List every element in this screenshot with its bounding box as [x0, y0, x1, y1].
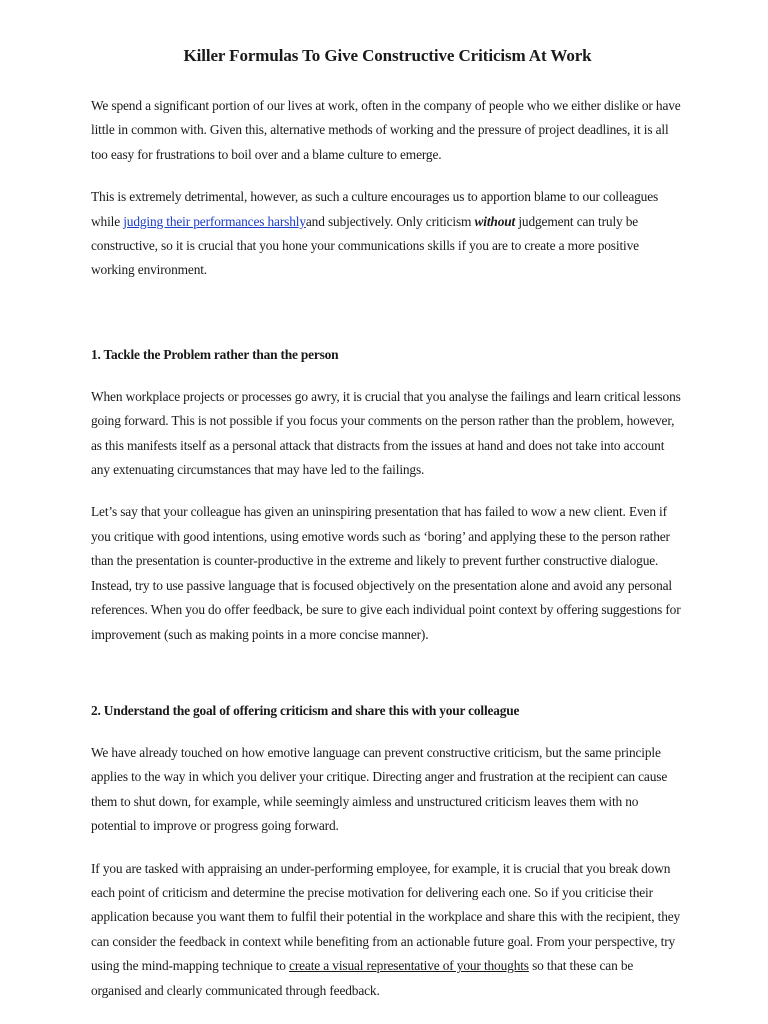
section-1-paragraph-2: Let’s say that your colleague has given an uninspiring presentation that has failed to wow a new client. Even if you critique with good intentions, using emotive words such as ‘boring’ and applying these to the person rather than the presentation is counter-productive in the extreme and likely to prevent further constructive dialogue. Instead, try to use passive language that is focused objectively on the presentation alone and avoid any personal references. When you do offer feedback, be sure to give each individual point context by offering suggestions for improvement (such as making points in a more concise manner).: [91, 504, 681, 642]
visual-representative-link[interactable]: create a visual representative of your thoughts: [289, 958, 529, 974]
intro-p2-text-after: and subjectively. Only criticism: [305, 213, 475, 229]
judging-performances-link[interactable]: judging their performances harshly: [123, 213, 306, 229]
section-1-paragraph-1: When workplace projects or processes go awry, it is crucial that you analyse the failings and learn critical lessons going forward. This is not possible if you focus your comments on the person rather than the problem, however, as this manifests itself as a personal attack that distracts from the issues at hand and does not take into account any extenuating circumstances that may have led to the failings.: [91, 388, 681, 478]
intro-p2-text-end: judgement can truly be constructive, so it is crucial that you hone your communications skills if you are to create a more positive working environment.: [91, 213, 639, 278]
intro-p2-text-before: This is extremely detrimental, however, as such a culture encourages us to apportion blame to our colleagues while: [91, 189, 659, 229]
document-title: Killer Formulas To Give Constructive Criticism At Work: [183, 46, 592, 65]
section-1-heading: 1. Tackle the Problem rather than the person: [91, 346, 339, 362]
spacer: [91, 665, 684, 699]
spacer: [91, 301, 684, 343]
intro-paragraph-1: We spend a significant portion of our lives at work, often in the company of people who we either dislike or have little in common with. Given this, alternative methods of working and the pressure of project deadlines, it is all too easy for frustrations to boil over and a blame culture to emerge.: [91, 98, 681, 162]
section-2-heading: 2. Understand the goal of offering criticism and share this with your colleague: [91, 702, 520, 718]
section-2-p2-text-after: so that these can be organised and clearly communicated through feedback.: [91, 958, 634, 998]
without-emphasis: without: [474, 213, 516, 229]
section-2-paragraph-1: We have already touched on how emotive language can prevent constructive criticism, but the same principle applies to the way in which you deliver your critique. Directing anger and frustration at the recipient can cause them to shut down, for example, while seemingly aimless and unstructured criticism leaves them with no potential to improve or progress going forward.: [91, 744, 668, 834]
section-2-p2-text-before: If you are tasked with appraising an under-performing employee, for example, it is crucial that you break down each point of criticism and determine the precise motivation for delivering each one. So if you criticise their application because you want them to fulfil their potential in the workplace and share this with the recipient, they can consider the feedback in context while benefiting from an actionable future goal. From your perspective, try using the mind-mapping technique to: [91, 860, 681, 974]
section-2-paragraph-2: [91, 857, 684, 1003]
intro-paragraph-2: [91, 185, 684, 283]
